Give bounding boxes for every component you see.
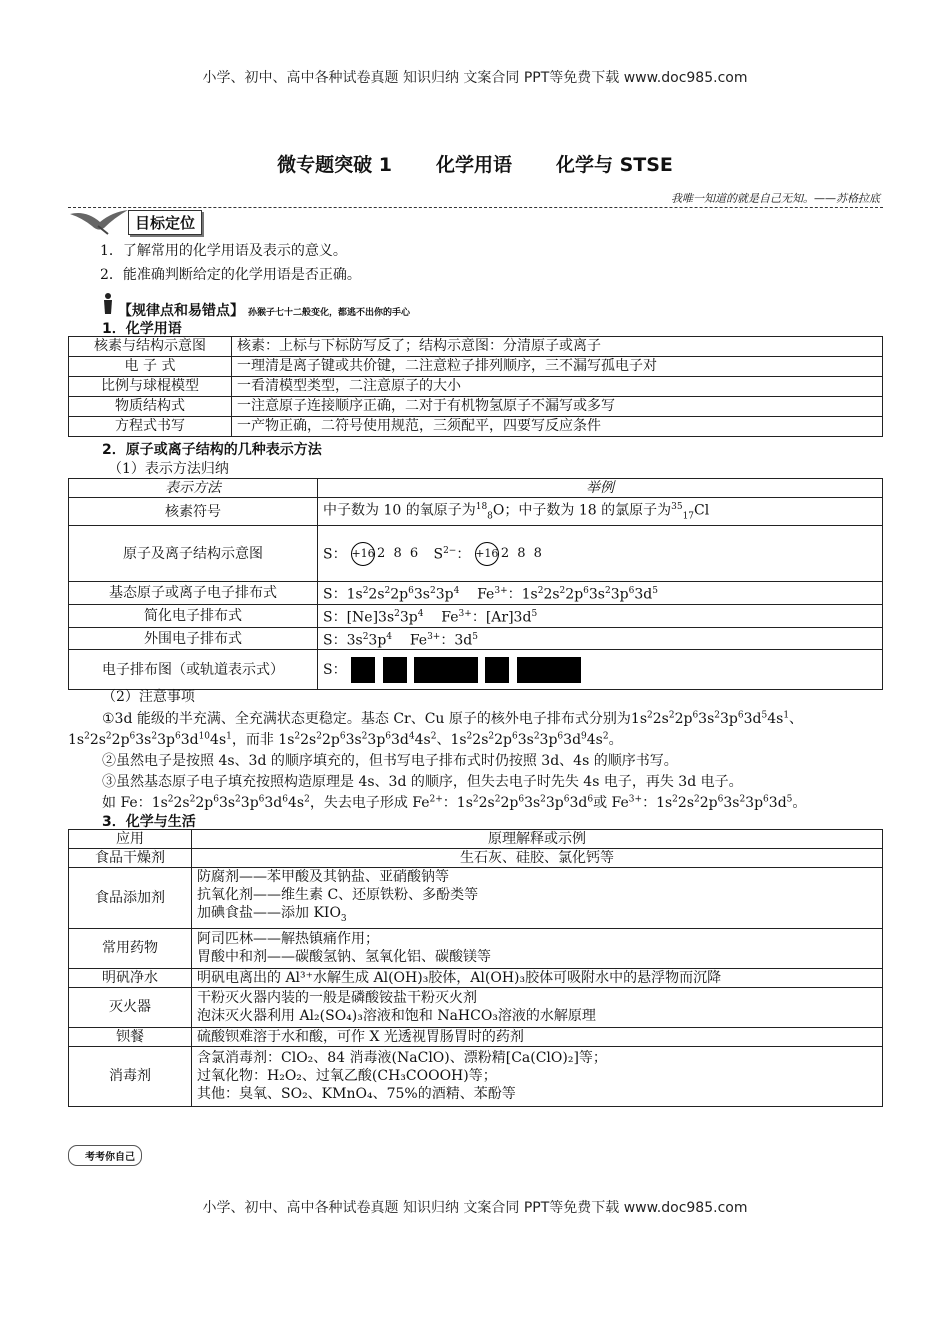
table-row: 消毒剂 含氯消毒剂：ClO₂、84 消毒液(NaClO)、漂粉精[Ca(ClO)₂]等； 过氧化物：H₂O₂、过氧乙酸(CH₃COOOH)等； 其他：臭氧、SO₂、KMnO₄、75%的酒精、苯酚等 (69, 1046, 883, 1106)
note-1: ①3d 能级的半充满、全充满状态更稳定。基态 Cr、Cu 原子的核外电子排布式分别为$1s^22s^22p^63s^23p^63d^54s^1$、 (102, 710, 804, 727)
table-row: 原子及离子结构示意图 S： +16 2 8 6 $S^{2-}$： +16 2 8 8 (69, 526, 883, 582)
table-row: 电 子 式 一理清是离子键或共价键，二注意粒子排列顺序，三不漏写孤电子对 (69, 357, 883, 377)
rules-heading: 【规律点和易错点】 孙猴子七十二般变化，都逃不出你的手心 (118, 303, 411, 319)
footer-site-text: 小学、初中、高中各种试卷真题 知识归纳 文案合同 PPT等免费下载 www.doc985.com (202, 1200, 748, 1216)
section-3-heading: 3．化学与生活 (102, 814, 196, 830)
table-row: 核素与结构示意图 核素：上标与下标防写反了；结构示意图：分清原子或离子 (69, 337, 883, 357)
seagull-icon (68, 208, 130, 236)
chem-life-table (68, 829, 883, 1107)
table-row: 简化电子排布式 S：$[Ne]3s^23p^4$ $Fe^{3+}$：$[Ar]3d^5$ (69, 605, 883, 628)
header-site-text: 小学、初中、高中各种试卷真题 知识归纳 文案合同 PPT等免费下载 www.doc985.com (202, 70, 748, 86)
goal-item: 1．了解常用的化学用语及表示的意义。 (100, 243, 347, 259)
note-4: 如 Fe：$1s^22s^22p^63s^23p^63d^64s^2$，失去电子形成 $Fe^{2+}$：$1s^22s^22p^63s^23p^63d^6$或 $Fe^{3+}$：$1s^22s^22p^63s^23p^63d^5$。 (102, 794, 807, 811)
table-row: 灭火器 干粉灭火器内装的一般是磷酸铵盐干粉灭火剂 泡沫灭火器利用 Al₂(SO₄)₃溶液和饱和 NaHCO₃溶液的水解原理 (69, 987, 883, 1027)
section-1-heading: 1．化学用语 (102, 321, 182, 337)
table-row: 表示方法 举例 (69, 479, 883, 498)
test-yourself-badge: 考考你自己 (68, 1145, 142, 1166)
table-row: 钡餐 硫酸钡难溶于水和酸，可作 X 光透视胃肠胃时的药剂 (69, 1027, 883, 1046)
table-row: 电子排布图（或轨道表示式） S： (69, 650, 883, 690)
table-row: 比例与球棍模型 一看清模型类型，二注意原子的大小 (69, 377, 883, 397)
structure-table (68, 478, 883, 690)
table-row: 核素符号 中子数为 10 的氧原子为$^{18}_8$O；中子数为 18 的氯原子为$^{35}_{17}$Cl (69, 498, 883, 526)
divider (68, 207, 883, 208)
s-atom-diagram: +16 2 8 6 (351, 542, 420, 566)
section-2-sub1: （1）表示方法归纳 (108, 461, 229, 477)
goal-badge: 目标定位 (128, 210, 202, 235)
table-row: 常用药物 阿司匹林——解热镇痛作用； 胃酸中和剂——碳酸氢钠、氢氧化铝、碳酸镁等 (69, 928, 883, 968)
note-2: ②虽然电子是按照 4s、3d 的顺序填充的，但书写电子排布式时仍按照 3d、4s 的顺序书写。 (102, 753, 678, 769)
section-2-heading: 2．原子或离子结构的几种表示方法 (102, 442, 322, 458)
goal-item: 2．能准确判断给定的化学用语是否正确。 (100, 267, 361, 283)
section-2-sub2: （2）注意事项 (102, 689, 195, 705)
table-row: 应用 原理解释或示例 (69, 830, 883, 849)
page-title: 微专题突破 1 化学用语 化学与 STSE (277, 154, 673, 176)
note-1-cont: $1s^22s^22p^63s^23p^63d^{10}4s^1$，而非 $1s^22s^22p^63s^23p^63d^44s^2$、$1s^22s^22p^63s^23p^63d^94s^2$。 (68, 731, 623, 748)
table-row: 明矾净水 明矾电离出的 Al³⁺水解生成 Al(OH)₃胶体，Al(OH)₃胶体可吸附水中的悬浮物而沉降 (69, 968, 883, 987)
table-row: 方程式书写 一产物正确，二符号使用规范，三须配平，四要写反应条件 (69, 417, 883, 437)
s2-ion-diagram: +16 2 8 8 (475, 542, 544, 566)
note-3: ③虽然基态原子电子填充按照构造原理是 4s、3d 的顺序，但失去电子时先失 4s 电子，再失 3d 电子。 (102, 774, 743, 790)
figure-icon (100, 292, 116, 316)
table-row: 食品添加剂 防腐剂——苯甲酸及其钠盐、亚硝酸钠等 抗氧化剂——维生素 C、还原铁粉、多酚类等 加碘食盐——添加 $KIO_3$ (69, 868, 883, 929)
table-row: 物质结构式 一注意原子连接顺序正确，二对于有机物氢原子不漏写或多写 (69, 397, 883, 417)
chem-terms-table (68, 336, 883, 437)
quote: 我唯一知道的就是自己无知。——苏格拉底 (671, 192, 880, 205)
table-row: 基态原子或离子电子排布式 S：$1s^22s^22p^63s^23p^4$ $Fe^{3+}$：$1s^22s^22p^63s^23p^63d^5$ (69, 582, 883, 605)
table-row: 外围电子排布式 S：$3s^23p^4$ $Fe^{3+}$：$3d^5$ (69, 627, 883, 650)
table-row: 食品干燥剂 生石灰、硅胶、氯化钙等 (69, 849, 883, 868)
